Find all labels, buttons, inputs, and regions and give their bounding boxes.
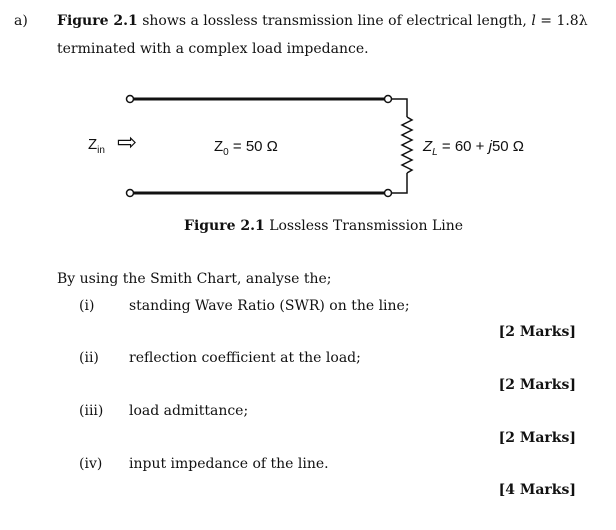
figure-caption: Figure 2.1 Lossless Transmission Line (184, 218, 464, 234)
load-terminal-bottom (385, 190, 392, 197)
z0-label: $Z_0 = 50$ Ω (214, 138, 278, 158)
part-number: (iv) (79, 456, 103, 472)
part-number: (iii) (79, 403, 104, 419)
part-number: (ii) (79, 350, 99, 366)
marks-label: [2 Marks] (498, 430, 576, 446)
load-wire-bottom (392, 173, 407, 193)
part-text: load admittance; (129, 403, 249, 419)
analysis-prompt: By using the Smith Chart, analyse the; (57, 271, 332, 287)
input-arrow-icon: ⇨ (117, 129, 138, 156)
figure-reference: Figure 2.1 (57, 13, 138, 29)
length-value: = 1.8λ (535, 13, 588, 29)
marks-label: [2 Marks] (498, 377, 576, 393)
marks-label: [2 Marks] (498, 324, 576, 340)
zin-label: $Z_{in}$ (88, 136, 105, 156)
load-wire-top (392, 99, 407, 117)
question-label: a) (14, 13, 28, 29)
part-number: (i) (79, 298, 95, 314)
zl-label: $Z_L = 60 + j50$ Ω (423, 138, 525, 158)
input-terminal-top (127, 96, 134, 103)
length-symbol: l (531, 13, 536, 29)
input-terminal-bottom (127, 190, 134, 197)
load-resistor-icon (402, 117, 412, 173)
part-text: input impedance of the line. (129, 456, 329, 472)
part-text: reflection coefficient at the load; (129, 350, 361, 366)
load-terminal-top (385, 96, 392, 103)
marks-label: [4 Marks] (498, 482, 576, 498)
intro-text: shows a lossless transmission line of electrical length, (137, 13, 532, 29)
part-text: standing Wave Ratio (SWR) on the line; (129, 298, 410, 314)
intro-line-2: terminated with a complex load impedance. (57, 41, 369, 57)
